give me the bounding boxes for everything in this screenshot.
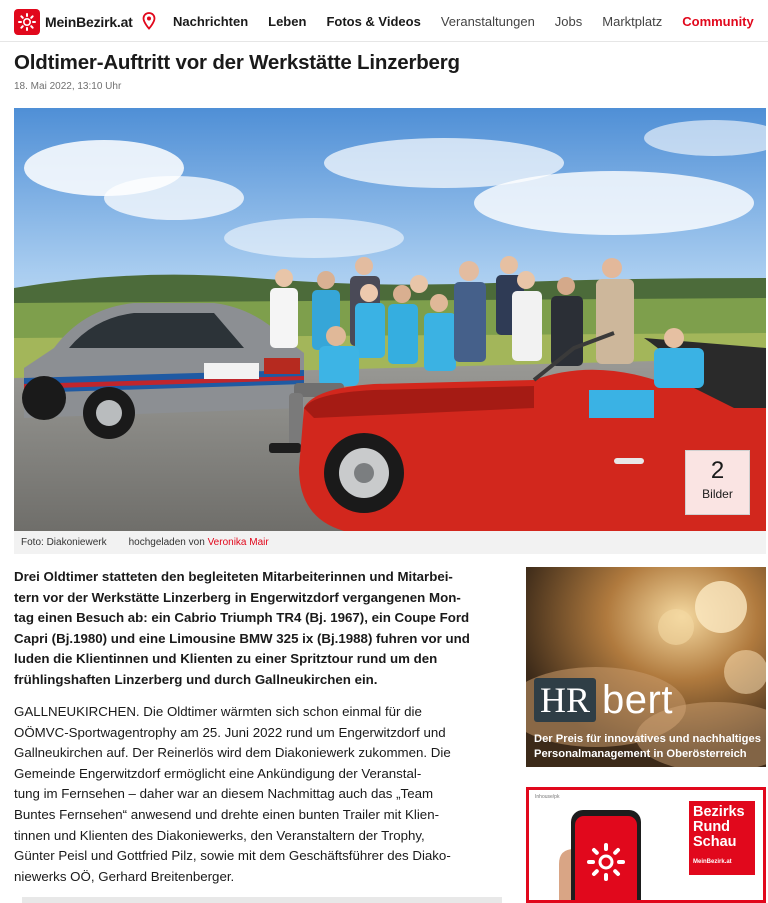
gallery-count-button[interactable] xyxy=(685,450,750,515)
lead-line: tern vor der Werkstätte Linzerberg in Engerwitzdorf vergangenen Mon- xyxy=(14,589,461,605)
bezirksrundschau-logo xyxy=(689,801,755,875)
top-navigation xyxy=(0,0,768,42)
gallery-label: Bilder xyxy=(702,487,733,501)
article-title: Oldtimer-Auftritt vor der Werkstätte Linzerberg xyxy=(14,51,460,74)
brs-line2: Rund xyxy=(693,819,731,835)
nav-item-leben[interactable]: Leben xyxy=(268,14,307,29)
brs-line1: Bezirks xyxy=(693,804,745,820)
brand-name: MeinBezirk.at xyxy=(45,14,133,30)
lead-line: Drei Oldtimer statteten den begleiteten Mitarbeiterinnen und Mitarbei- xyxy=(14,569,453,584)
body-line: Gallneukirchen auf. Der Reinerlös wird dem Diakoniewerk zukommen. Die xyxy=(14,745,451,761)
body-line: Günter Peisl und Gottfried Pilz, sowie mit dem Geschäftsführer des Diako- xyxy=(14,848,451,864)
hrbert-tagline-line: Der Preis für innovatives und nachhaltiges xyxy=(534,733,761,745)
body-line: GALLNEUKIRCHEN. Die Oldtimer wärmten sich schon einmal für die xyxy=(14,704,422,719)
lead-line: tag einen Besuch ab: ein Cabrio Triumph TR4 (Bj. 1967), ein Coupe Ford xyxy=(14,610,470,626)
article-body xyxy=(14,702,514,887)
nav-item-fotos-videos[interactable]: Fotos & Videos xyxy=(326,14,421,29)
map-pin-icon[interactable] xyxy=(142,12,156,35)
nav-item-community[interactable]: Community xyxy=(682,14,754,29)
article-date: 18. Mai 2022, 13:10 Uhr xyxy=(14,81,122,92)
gallery-count: 2 xyxy=(710,457,725,484)
ad-hrbert[interactable] xyxy=(526,567,766,767)
body-line: tinnen und Klienten des Diakoniewerks, den Veranstaltern der Trophy, xyxy=(14,827,425,843)
body-line: niewerks OÖ, Gerhard Breitenberger. xyxy=(14,868,235,884)
uploaded-by-prefix: hochgeladen von xyxy=(128,537,205,548)
brand-logo[interactable] xyxy=(14,9,133,35)
photo-caption xyxy=(14,531,766,554)
nav-item-marktplatz[interactable]: Marktplatz xyxy=(602,14,663,29)
hrbert-logo-box: HR xyxy=(534,678,596,722)
photo-credit: Foto: Diakoniewerk xyxy=(21,537,107,548)
body-line: Gemeinde Engerwitzdorf ermöglicht eine Ankündigung der Veranstal- xyxy=(14,765,422,781)
article-hero-photo[interactable] xyxy=(14,108,766,531)
lead-line: luden die Klientinnen und Klienten zu einer Spritztour rund um den xyxy=(14,651,438,667)
hrbert-tagline xyxy=(534,732,764,762)
body-line: tung im Fernsehen – daher war an diesem Nachmittag auch das „Team xyxy=(14,786,434,802)
body-line: Buntes Fernsehen“ anwesend und drehte einen bunten Trailer mit Klien- xyxy=(14,806,440,822)
nav-item-nachrichten[interactable]: Nachrichten xyxy=(173,14,249,29)
content-divider xyxy=(22,897,502,903)
lead-line: Capri (Bj.1980) und eine Limousine BMW 325 ix (Bj.1988) fuhren vor und xyxy=(14,630,470,646)
hrbert-tagline-line: Personalmanagement in Oberösterreich xyxy=(534,748,747,760)
brs-line3: Schau xyxy=(693,834,737,850)
hrbert-logo-rest: bert xyxy=(602,677,673,722)
nav-item-jobs[interactable]: Jobs xyxy=(554,14,583,29)
sunburst-logo-icon xyxy=(14,9,40,35)
nav-menu xyxy=(173,14,768,29)
lead-line: frühlingshaften Linzerberg und durch Gallneukirchen ein. xyxy=(14,671,378,687)
hrbert-logo xyxy=(534,677,673,723)
brs-sub: MeinBezirk.at xyxy=(693,859,732,865)
ad-bezirksrundschau[interactable] xyxy=(526,787,766,903)
ad-tiny-label: Inhouse/pk xyxy=(535,794,560,800)
smartphone-icon xyxy=(549,804,659,903)
uploader-link[interactable]: Veronika Mair xyxy=(207,537,269,548)
nav-item-veranstaltungen[interactable]: Veranstaltungen xyxy=(440,14,535,29)
article-lead xyxy=(14,567,514,691)
body-line: OÖMVC-Sportwagentrophy am 25. Juni 2022 rund um Engerwitzdorf und xyxy=(14,724,446,740)
